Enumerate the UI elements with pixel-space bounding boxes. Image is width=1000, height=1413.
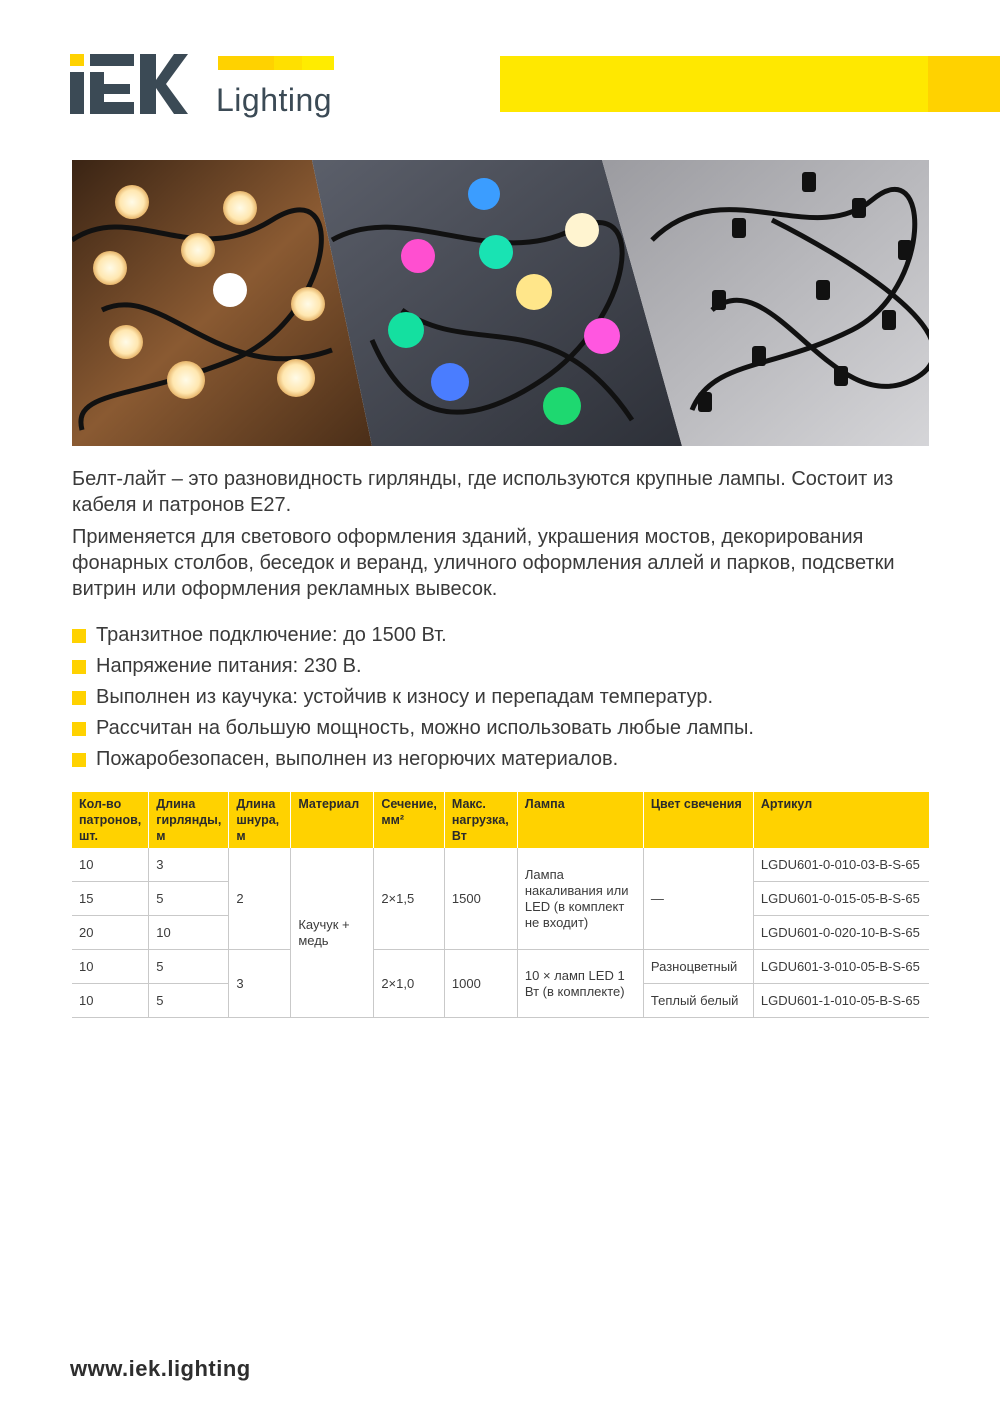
header-count: Кол-во патронов, шт. bbox=[72, 792, 149, 848]
feature-list bbox=[72, 620, 932, 775]
sku-cell: LGDU601-0-010-03-B-S-65 bbox=[753, 848, 929, 882]
header-material: Материал bbox=[291, 792, 374, 848]
list-item: Пожаробезопасен, выполнен из негорючих материалов. bbox=[72, 744, 932, 775]
product-photo bbox=[72, 160, 929, 446]
list-item: Выполнен из каучука: устойчив к износу и перепадам температур. bbox=[72, 682, 932, 713]
bullet-square-icon bbox=[72, 722, 86, 736]
table-row: 10 3 2 Каучук + медь 2×1,5 1500 Лампа накаливания или LED (в комплект не входит) — LGDU601-0-010-03-B-S-65 bbox=[72, 848, 929, 882]
bullet-square-icon bbox=[72, 691, 86, 705]
table-row: 10 5 Теплый белый LGDU601-1-010-05-B-S-65 bbox=[72, 984, 929, 1018]
header-sku: Артикул bbox=[753, 792, 929, 848]
table-row: 10 5 3 2×1,0 1000 10 × ламп LED 1 Вт (в комплекте) Разноцветный LGDU601-3-010-05-B-S-65 bbox=[72, 950, 929, 984]
sku-cell: LGDU601-3-010-05-B-S-65 bbox=[753, 950, 929, 984]
list-item: Рассчитан на большую мощность, можно использовать любые лампы. bbox=[72, 713, 932, 744]
table-header-row bbox=[72, 792, 929, 848]
brand-word: Lighting bbox=[216, 82, 333, 118]
header-lamp: Лампа bbox=[517, 792, 643, 848]
iek-logo bbox=[70, 54, 188, 114]
sku-cell: LGDU601-1-010-05-B-S-65 bbox=[753, 984, 929, 1018]
bullet-square-icon bbox=[72, 629, 86, 643]
header-color: Цвет свечения bbox=[643, 792, 753, 848]
intro-paragraph-2: Применяется для светового оформления зданий, украшения мостов, декорирования фонарных столбов, беседок и веранд, уличного оформления аллей и парков, подсветки витрин или оформления рекламных вывесок. bbox=[72, 526, 895, 600]
header-length: Длина гирлянды, м bbox=[149, 792, 229, 848]
brand-stripes bbox=[218, 56, 334, 70]
header-yellow-bar bbox=[500, 56, 1000, 112]
intro-paragraph-1: Белт-лайт – это разновидность гирлянды, где используются крупные лампы. Состоит из кабеля и патронов E27. bbox=[72, 468, 894, 516]
footer-website-link[interactable]: www.iek.lighting bbox=[70, 1356, 251, 1381]
sku-cell: LGDU601-0-015-05-B-S-65 bbox=[753, 882, 929, 916]
list-item: Транзитное подключение: до 1500 Вт. bbox=[72, 620, 932, 651]
bullet-square-icon bbox=[72, 660, 86, 674]
header-cord: Длина шнура, м bbox=[229, 792, 291, 848]
table-row: 20 10 LGDU601-0-020-10-B-S-65 bbox=[72, 916, 929, 950]
header-load: Макс. нагрузка, Вт bbox=[444, 792, 517, 848]
header-section: Сечение, мм² bbox=[374, 792, 445, 848]
material-cell: Каучук + медь bbox=[291, 848, 374, 1018]
bullet-square-icon bbox=[72, 753, 86, 767]
spec-table bbox=[72, 792, 929, 1018]
sku-cell: LGDU601-0-020-10-B-S-65 bbox=[753, 916, 929, 950]
list-item: Напряжение питания: 230 В. bbox=[72, 651, 932, 682]
table-row: 15 5 LGDU601-0-015-05-B-S-65 bbox=[72, 882, 929, 916]
